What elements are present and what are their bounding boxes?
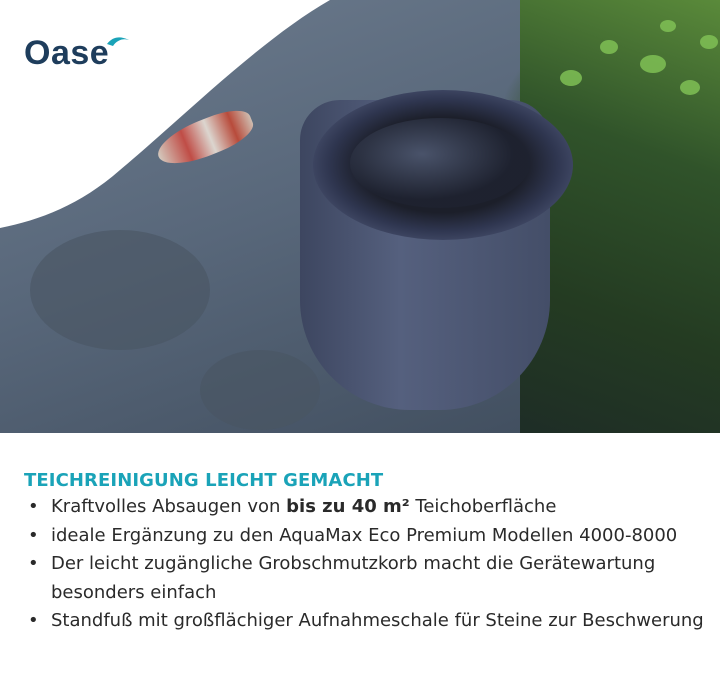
item-emphasis: bis zu 40 m² [286,496,410,517]
logo-text: Oase [24,34,110,72]
item-text: ideale Ergänzung zu den AquaMax Eco Premium Modellen 4000-8000 [51,524,678,546]
feature-section [24,470,704,636]
feature-list [24,493,704,636]
item-text: Teichoberfläche [409,496,557,517]
item-text: Standfuß mit großflächiger Aufnahmeschale für Steine zur Beschwerung [51,610,704,631]
item-text: Kraftvolles Absaugen von [51,496,287,517]
bullet-icon: • [28,553,39,574]
list-item [24,522,704,551]
bullet-icon: • [28,610,39,631]
bullet-icon: • [28,524,39,546]
item-text: Der leicht zugängliche Grobschmutzkorb macht die Gerätewartung besonders einfach [51,553,656,603]
list-item [24,607,704,636]
list-item [24,493,704,522]
list-item [24,550,704,607]
bullet-icon: • [28,496,39,517]
section-heading: TEICHREINIGUNG LEICHT GEMACHT [24,470,384,491]
wave-icon [105,32,131,50]
oase-logo [24,32,131,70]
